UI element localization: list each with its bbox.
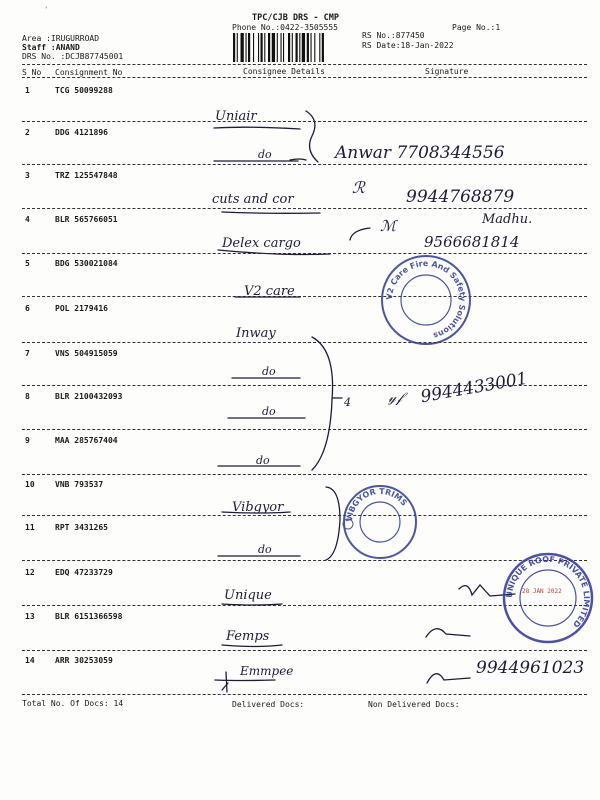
svg-text:UNIQUE ROOF PRIVATE LIMITED: UNIQUE ROOF PRIVATE LIMITED xyxy=(504,554,592,630)
area-label: Area :IRUGURROAD xyxy=(22,34,100,43)
row-sno: 4 xyxy=(25,215,30,224)
hw-signature-scribble: ℳ xyxy=(380,217,397,235)
row-sno: 10 xyxy=(25,480,35,489)
row-consignment: TRZ 125547848 xyxy=(55,171,118,180)
hw-signature: 9944433001 xyxy=(419,368,530,408)
svg-text:28 JAN 2022: 28 JAN 2022 xyxy=(522,588,562,595)
row-consignment: POL 2179416 xyxy=(55,304,108,313)
row-consignment: BDG 530021084 xyxy=(55,259,118,268)
row-sno: 5 xyxy=(25,259,30,268)
row-consignment: BLR 6151366598 xyxy=(55,612,123,621)
hw-ditto: do xyxy=(262,405,276,418)
row-sno: 6 xyxy=(25,304,30,313)
hw-consignee: Unique xyxy=(224,588,272,603)
unique-stamp xyxy=(504,554,592,642)
row-consignment: BLR 2100432093 xyxy=(55,392,123,401)
row-sno: 7 xyxy=(25,349,30,358)
row-consignment: DDG 4121896 xyxy=(55,128,108,137)
hw-consignee: Vibgyor xyxy=(232,500,284,515)
row-sno: 11 xyxy=(25,523,35,532)
hw-ditto: do xyxy=(258,543,272,556)
row-sno: 2 xyxy=(25,128,30,137)
hw-ditto: do xyxy=(256,454,270,467)
phone-number: Phone No.:0422-3505555 xyxy=(232,23,338,32)
svg-text:V2 Care Fire And Safety Soluti: V2 Care Fire And Safety Solutions xyxy=(384,258,468,341)
hw-signature-name: Madhu. xyxy=(482,212,533,227)
hw-consignee: Uniair xyxy=(215,109,257,124)
row-sno: 3 xyxy=(25,171,30,180)
hw-signature-phone: 9566681814 xyxy=(424,233,520,251)
document-title: TPC/CJB DRS - CMP xyxy=(252,13,339,23)
col-sno: S No xyxy=(22,68,42,77)
hw-consignee: Inway xyxy=(236,326,276,341)
row-sno: 1 xyxy=(25,86,30,95)
vibgyor-stamp xyxy=(343,486,416,558)
row-consignment: TCG 50099288 xyxy=(55,86,113,95)
hw-consignee: Femps xyxy=(226,629,270,644)
rs-date: RS Date:18-Jan-2022 xyxy=(362,41,454,50)
hw-ditto: do xyxy=(258,148,272,161)
row-consignment: RPT 3431265 xyxy=(55,523,108,532)
row-sno: 9 xyxy=(25,436,30,445)
col-consignment: Consignment No xyxy=(55,68,123,77)
scan-speck: ’ xyxy=(44,6,49,14)
row-sno: 8 xyxy=(25,392,30,401)
row-consignment: BLR 565766051 xyxy=(55,215,118,224)
svg-text:VIBGYOR TRIMS: VIBGYOR TRIMS xyxy=(344,486,409,523)
row-sno: 13 xyxy=(25,612,35,621)
col-consignee: Consignee Details xyxy=(243,67,325,76)
hw-signature: 9944768879 xyxy=(406,187,515,207)
delivered-docs: Delivered Docs: xyxy=(232,700,305,709)
hw-signature-scribble: 𝓎𝒻 xyxy=(388,390,403,406)
v2care-stamp xyxy=(382,256,470,344)
row-consignment: MAA 285767404 xyxy=(55,436,118,445)
row-consignment: VNS 504915059 xyxy=(55,349,118,358)
row-sno: 12 xyxy=(25,568,35,577)
row-consignment: VNB 793537 xyxy=(55,480,104,489)
drs-number: DRS No. :DCJB87745001 xyxy=(22,52,124,61)
staff-label: Staff :ANAND xyxy=(22,43,80,52)
total-docs: Total No. Of Docs: 14 xyxy=(22,699,124,708)
page-number: Page No.:1 xyxy=(452,23,501,32)
non-delivered-docs: Non Delivered Docs: xyxy=(368,700,460,709)
hw-signature: Anwar 7708344556 xyxy=(335,143,505,163)
row-consignment: ARR 30253059 xyxy=(55,656,113,665)
hw-consignee: cuts and cor xyxy=(212,192,294,207)
row-sno: 14 xyxy=(25,656,35,665)
hw-circled-number: 4 xyxy=(344,396,351,409)
hw-consignee: Emmpee xyxy=(240,664,294,678)
hw-ditto: do xyxy=(262,365,276,378)
rs-number: RS No.:877450 xyxy=(362,31,425,40)
col-signature: Signature xyxy=(425,67,469,76)
hw-signature-phone: 9944961023 xyxy=(476,658,585,678)
row-consignment: EDQ 47233729 xyxy=(55,568,113,577)
hw-consignee: Delex cargo xyxy=(222,236,301,251)
hw-signature-scribble: ℛ xyxy=(352,178,365,197)
hw-consignee: V2 care xyxy=(244,284,295,299)
